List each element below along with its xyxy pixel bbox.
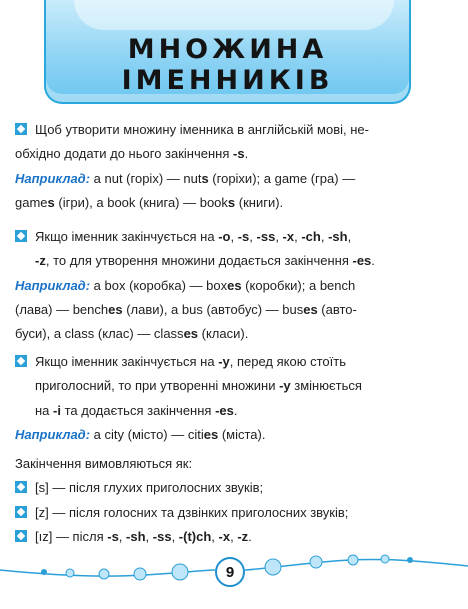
banner-shine [74, 0, 394, 30]
rule-line: Якщо іменник закінчується на -o, -s, -ss, -x, -ch, -sh, [15, 225, 455, 249]
example-label: Наприклад: [15, 277, 91, 293]
pronunciation-list [15, 452, 455, 549]
example-line: (лава) — benches (лави), a bus (автобус) — buses (авто- [15, 301, 357, 317]
list-item: [ız] — після -s, -sh, -ss, -(t)ch, -x, -z. [15, 525, 455, 549]
list-item: [s] — після глухих приголосних звуків; [15, 476, 455, 500]
footer-decoration [0, 548, 468, 598]
rule-paragraph-1 [15, 118, 455, 215]
title-banner [44, 0, 411, 104]
bullet-icon [15, 230, 27, 242]
rule-paragraph-3 [15, 350, 455, 447]
rule-line: -z, то для утворення множини додається закінчення -es. [35, 253, 375, 269]
list-item: [z] — після голосних та дзвінких приголосних звуків; [15, 501, 455, 525]
example-line: буси), a class (клас) — classes (класи). [15, 326, 249, 342]
bullet-icon [15, 481, 27, 493]
rule-paragraph-2 [15, 225, 455, 346]
bullet-icon [15, 506, 27, 518]
pronunciation-heading: Закінчення вимовляються як: [15, 456, 193, 471]
page-number: 9 [215, 557, 245, 587]
example-label: Наприклад: [15, 426, 91, 442]
example-line: Наприклад: a city (місто) — cities (міста). [15, 426, 266, 442]
bullet-icon [15, 530, 27, 542]
rule-line: Якщо іменник закінчується на -y, перед якою стоїть [15, 350, 455, 374]
rule-line: Щоб утворити множину іменника в англійській мові, не- [15, 118, 455, 142]
page-title: МНОЖИНА ІМЕННИКІВ [121, 34, 334, 96]
example-line: games (ігри), a book (книга) — books (книги). [15, 194, 284, 210]
example-label: Наприклад: [15, 170, 91, 186]
rule-line: на -i та додається закінчення -es. [35, 402, 238, 418]
example-line: Наприклад: a nut (горіх) — nuts (горіхи); a game (гра) — [15, 170, 356, 186]
rule-line: обхідно додати до нього закінчення -s. [15, 146, 249, 162]
bullet-icon [15, 123, 27, 135]
example-line: Наприклад: a box (коробка) — boxes (коробки); a bench [15, 277, 356, 293]
bullet-icon [15, 355, 27, 367]
rule-line: приголосний, то при утворенні множини -y змінюється [35, 378, 362, 394]
